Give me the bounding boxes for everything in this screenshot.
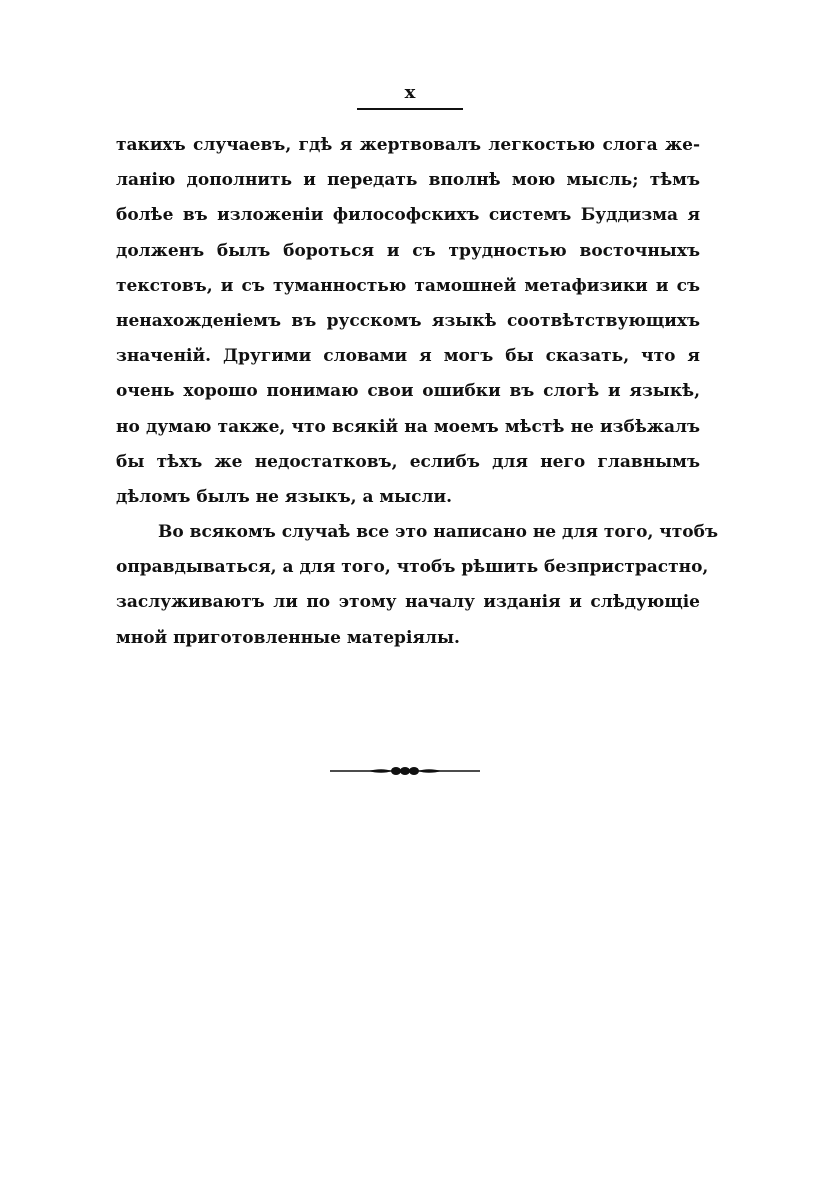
text-line: болѣе въ изложеніи философскихъ системъ Буддизма я <box>116 205 700 226</box>
text-line: ланію дополнить и передать вполнѣ мою мысль; тѣмъ <box>116 170 700 191</box>
text-line: Во всякомъ случаѣ все это написано не для того, чтобъ <box>158 522 718 543</box>
text-line: дѣломъ былъ не языкъ, а мысли. <box>116 486 453 507</box>
text-line: мной приготовленные матеріялы. <box>116 627 460 648</box>
paragraph-2 <box>116 515 718 656</box>
header-rule <box>357 108 463 110</box>
text-line: очень хорошо понимаю свои ошибки въ слогѣ и языкѣ, <box>116 381 700 402</box>
text-line: ненахожденіемъ въ русскомъ языкѣ соотвѣтствующихъ <box>116 310 700 331</box>
text-line: бы тѣхъ же недостатковъ, еслибъ для него главнымъ <box>116 451 700 472</box>
page-number: x <box>404 82 416 103</box>
text-line: такихъ случаевъ, гдѣ я жертвовалъ легкостью слога же- <box>116 135 700 155</box>
text-line: заслуживаютъ ли по этому началу изданія и слѣдующіе <box>116 592 700 613</box>
text-line: но думаю также, что всякій на моемъ мѣстѣ не избѣжалъ <box>116 416 700 437</box>
paragraph-1 <box>116 128 700 515</box>
text-line: текстовъ, и съ туманностью тамошней метафизики и съ <box>116 275 700 296</box>
text-line: оправдываться, а для того, чтобъ рѣшить безпристрастно, <box>116 557 709 578</box>
body-text <box>116 128 718 656</box>
text-line: значеній. Другими словами я могъ бы сказать, что я <box>116 346 700 367</box>
text-line: долженъ былъ бороться и съ трудностью восточныхъ <box>116 240 700 261</box>
decorative-divider <box>330 764 480 778</box>
